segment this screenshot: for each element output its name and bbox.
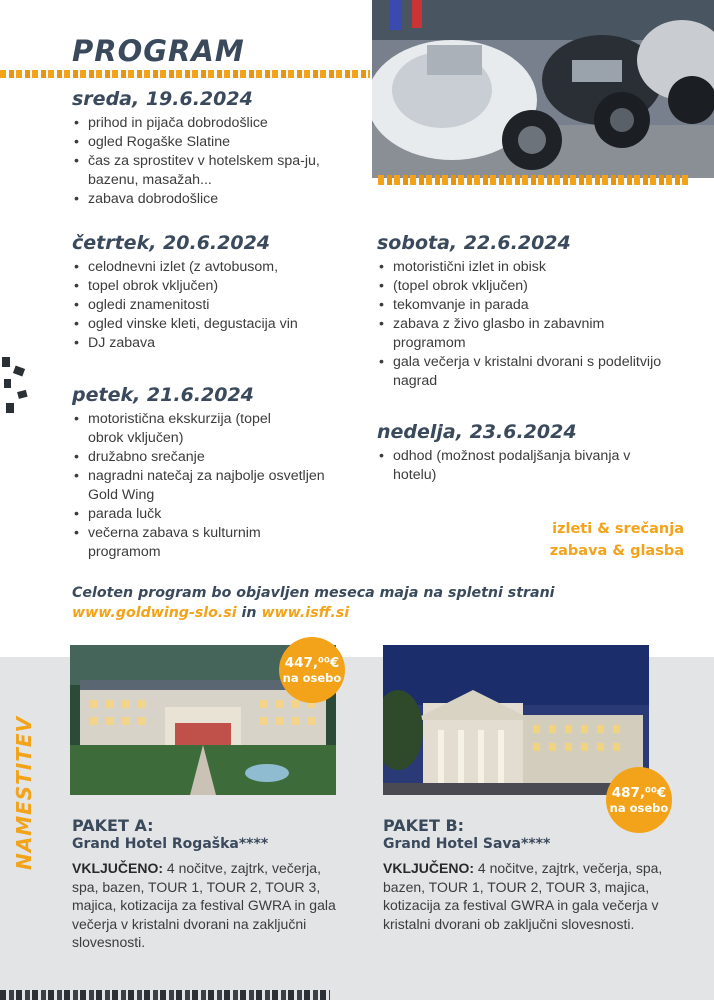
tire-tread-decoration: [0, 355, 36, 425]
list-item: • motoristični izlet in obisk: [377, 258, 677, 277]
package-description: [72, 859, 347, 952]
list-item: • čas za sprostitev v hotelskem spa-ju, bazenu, masažah...: [72, 152, 333, 190]
tire-stripe-top: [0, 70, 370, 78]
tire-stripe-photo: [378, 175, 688, 185]
list-item: • zabava dobrodošlice: [72, 190, 372, 209]
note-text: Celoten program bo objavljen meseca maja na spletni strani: [72, 585, 555, 601]
day-list: [72, 410, 372, 562]
list-item: • tekomvanje in parada: [377, 296, 677, 315]
hotel-sava-photo: [383, 645, 649, 795]
promo-line-1: izleti & srečanja: [552, 521, 684, 537]
motorcycles-photo: [372, 0, 714, 178]
list-item: • gala večerja v kristalni dvorani s podelitvijo nagrad: [377, 353, 668, 391]
list-item: • prihod in pijača dobrodošlice: [72, 114, 372, 133]
day-heading: sobota, 22.6.2024: [377, 232, 571, 254]
day-heading: petek, 21.6.2024: [72, 384, 254, 406]
website-link-isff[interactable]: www.isff.si: [261, 605, 350, 621]
promo-line-2: zabava & glasba: [549, 543, 684, 559]
price-badge-package-a: [279, 637, 345, 703]
day-list: [377, 258, 677, 391]
price-amount: 487,⁰⁰€: [611, 785, 667, 801]
list-item: • nagradni natečaj za najbolje osvetljen Gold Wing: [72, 467, 328, 505]
list-item: • družabno srečanje: [72, 448, 372, 467]
included-text: 4 nočitve, zajtrk, večerja, spa, bazen, TOUR 1, TOUR 2, TOUR 3, majica, kotizacija za festival GWRA in gala večerja v kristalni dvorani ob zaključni slovesnosti.: [383, 860, 663, 932]
package-b: [383, 816, 668, 933]
price-unit: na osebo: [282, 671, 342, 685]
list-item: • (topel obrok vključen): [377, 277, 677, 296]
section-label-accommodation: NAMESTITEV: [12, 715, 36, 870]
day-block-wednesday: [72, 88, 372, 209]
day-list: [377, 447, 677, 485]
list-item: • parada lučk: [72, 505, 372, 524]
day-block-thursday: [72, 232, 372, 353]
note-connector: in: [241, 605, 257, 621]
day-heading: nedelja, 23.6.2024: [377, 421, 577, 443]
package-description: [383, 859, 668, 933]
list-item: • celodnevni izlet (z avtobusom,: [72, 258, 372, 277]
list-item: • motoristična ekskurzija (topel obrok vključen): [72, 410, 288, 448]
day-heading: četrtek, 20.6.2024: [72, 232, 271, 254]
day-list: [72, 258, 372, 353]
package-hotel: Grand Hotel Sava****: [383, 836, 551, 852]
list-item: • zabava z živo glasbo in zabavnim programom: [377, 315, 613, 353]
list-item: • odhod (možnost podaljšanja bivanja v hotelu): [377, 447, 643, 485]
package-a: [72, 816, 347, 952]
day-heading: sreda, 19.6.2024: [72, 88, 253, 110]
list-item: • topel obrok vključen): [72, 277, 372, 296]
list-item: • ogled vinske kleti, degustacija vin: [72, 315, 372, 334]
list-item: • ogled Rogaške Slatine: [72, 133, 372, 152]
list-item: • DJ zabava: [72, 334, 372, 353]
page-title: PROGRAM: [72, 34, 245, 68]
price-amount: 447,⁰⁰€: [284, 655, 340, 671]
program-note: [72, 583, 682, 623]
website-link-goldwing[interactable]: www.goldwing-slo.si: [72, 605, 237, 621]
included-text: 4 nočitve, zajtrk, večerja, spa, bazen, TOUR 1, TOUR 2, TOUR 3, majica, kotizacija za festival GWRA in gala večerja v kristalni dvorani na zaključni slovesnosti.: [72, 860, 336, 950]
day-block-friday: [72, 384, 372, 562]
list-item: • večerna zabava s kulturnim programom: [72, 524, 318, 562]
package-title: PAKET B:: [383, 816, 465, 835]
day-block-saturday: [377, 232, 677, 391]
day-list: [72, 114, 372, 209]
package-hotel: Grand Hotel Rogaška****: [72, 836, 269, 852]
included-label: VKLJUČENO:: [383, 860, 475, 876]
package-title: PAKET A:: [72, 816, 154, 835]
day-block-sunday: [377, 421, 677, 485]
list-item: • ogledi znamenitosti: [72, 296, 372, 315]
price-unit: na osebo: [609, 801, 669, 815]
tire-stripe-bottom: [0, 990, 330, 1000]
included-label: VKLJUČENO:: [72, 860, 164, 876]
promo-tagline: [464, 518, 684, 562]
